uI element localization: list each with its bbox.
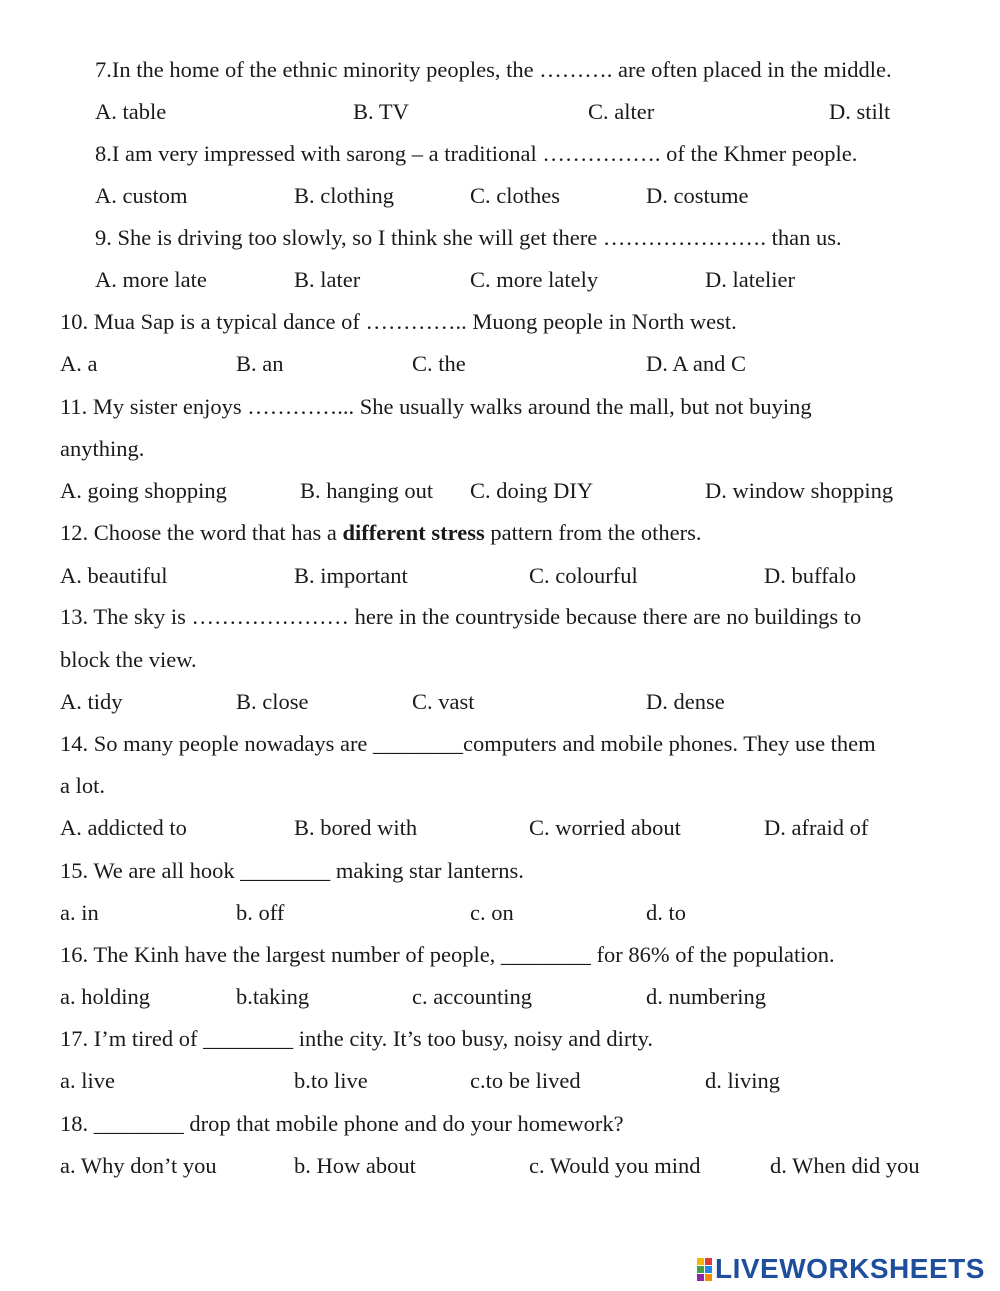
question-14-option-c: C. worried about (529, 815, 681, 840)
question-12-option-d: D. buffalo (764, 563, 857, 588)
logo-square (705, 1266, 712, 1273)
question-16-option-a: a. holding (60, 984, 150, 1009)
question-9-text: 9. She is driving too slowly, so I think she will get there …………………. than us. (95, 225, 842, 250)
question-11-text: 11. My sister enjoys …………... She usually walks around the mall, but not buying (60, 394, 812, 419)
question-9-option-d: D. latelier (705, 267, 795, 292)
question-18-option-a: a. Why don’t you (60, 1153, 217, 1178)
question-14-option-a: A. addicted to (60, 815, 187, 840)
question-15-option-c: c. on (470, 900, 514, 925)
question-14-text: 14. So many people nowadays are ________computers and mobile phones. They use them (60, 731, 876, 756)
question-11-text-continued: anything. (60, 436, 145, 461)
question-8-option-d: D. costume (646, 183, 749, 208)
question-8-option-a: A. custom (95, 183, 188, 208)
question-10-option-c: C. the (412, 351, 466, 376)
question-18-option-b: b. How about (294, 1153, 416, 1178)
question-17-option-b: b.to live (294, 1068, 368, 1093)
logo-square (697, 1274, 704, 1281)
question-7-text: 7.In the home of the ethnic minority peoples, the ………. are often placed in the middle. (95, 57, 892, 82)
question-17-option-c: c.to be lived (470, 1068, 581, 1093)
liveworksheets-brand-text: LIVEWORKSHEETS (715, 1253, 985, 1284)
question-15-option-d: d. to (646, 900, 687, 925)
question-15-text: 15. We are all hook ________ making star lanterns. (60, 858, 524, 883)
liveworksheets-logo (697, 1254, 985, 1284)
question-17-text: 17. I’m tired of ________ inthe city. It’s too busy, noisy and dirty. (60, 1026, 654, 1051)
question-7-option-d: D. stilt (829, 99, 891, 124)
question-18-option-d: d. When did you (770, 1153, 920, 1178)
liveworksheets-logo-icon (697, 1258, 712, 1281)
question-13-option-b: B. close (236, 689, 309, 714)
question-10-option-d: D. A and C (646, 351, 747, 376)
question-9-option-c: C. more lately (470, 267, 599, 292)
question-9-option-b: B. later (294, 267, 361, 292)
question-16-text: 16. The Kinh have the largest number of people, ________ for 86% of the population. (60, 942, 835, 967)
question-8-option-b: B. clothing (294, 183, 394, 208)
question-12-emphasis: different stress (342, 520, 485, 545)
question-12-option-c: C. colourful (529, 563, 638, 588)
question-7-option-b: B. TV (353, 99, 409, 124)
question-12-option-a: A. beautiful (60, 563, 168, 588)
question-16-option-b: b.taking (236, 984, 310, 1009)
question-12-text (60, 519, 702, 547)
question-12-text-end: pattern from the others. (484, 520, 702, 545)
question-13-option-a: A. tidy (60, 689, 123, 714)
question-16-option-d: d. numbering (646, 984, 766, 1009)
question-14-option-d: D. afraid of (764, 815, 869, 840)
question-13-option-d: D. dense (646, 689, 725, 714)
question-18-text: 18. ________ drop that mobile phone and do your homework? (60, 1111, 624, 1136)
question-11-option-b: B. hanging out (300, 478, 434, 503)
question-7-option-c: C. alter (588, 99, 655, 124)
question-13-text: 13. The sky is ………………… here in the countryside because there are no buildings to (60, 604, 862, 629)
question-16-option-c: c. accounting (412, 984, 532, 1009)
question-17-option-d: d. living (705, 1068, 781, 1093)
question-12-option-b: B. important (294, 563, 408, 588)
question-8-option-c: C. clothes (470, 183, 560, 208)
question-12-text-start: 12. Choose the word that has a (60, 520, 343, 545)
question-15-option-a: a. in (60, 900, 99, 925)
question-11-option-c: C. doing DIY (470, 478, 594, 503)
question-10-option-a: A. a (60, 351, 98, 376)
question-13-option-c: C. vast (412, 689, 475, 714)
question-10-option-b: B. an (236, 351, 284, 376)
question-11-option-a: A. going shopping (60, 478, 227, 503)
question-9-option-a: A. more late (95, 267, 207, 292)
question-10-text: 10. Mua Sap is a typical dance of ………….. Muong people in North west. (60, 309, 737, 334)
logo-square (705, 1258, 712, 1265)
question-14-option-b: B. bored with (294, 815, 418, 840)
logo-square (705, 1274, 712, 1281)
logo-square (697, 1266, 704, 1273)
question-7-option-a: A. table (95, 99, 167, 124)
question-18-option-c: c. Would you mind (529, 1153, 701, 1178)
question-11-option-d: D. window shopping (705, 478, 894, 503)
question-13-text-continued: block the view. (60, 647, 197, 672)
question-17-option-a: a. live (60, 1068, 115, 1093)
question-15-option-b: b. off (236, 900, 285, 925)
question-8-text: 8.I am very impressed with sarong – a traditional ……………. of the Khmer people. (95, 141, 858, 166)
question-14-text-continued: a lot. (60, 773, 105, 798)
logo-square (697, 1258, 704, 1265)
